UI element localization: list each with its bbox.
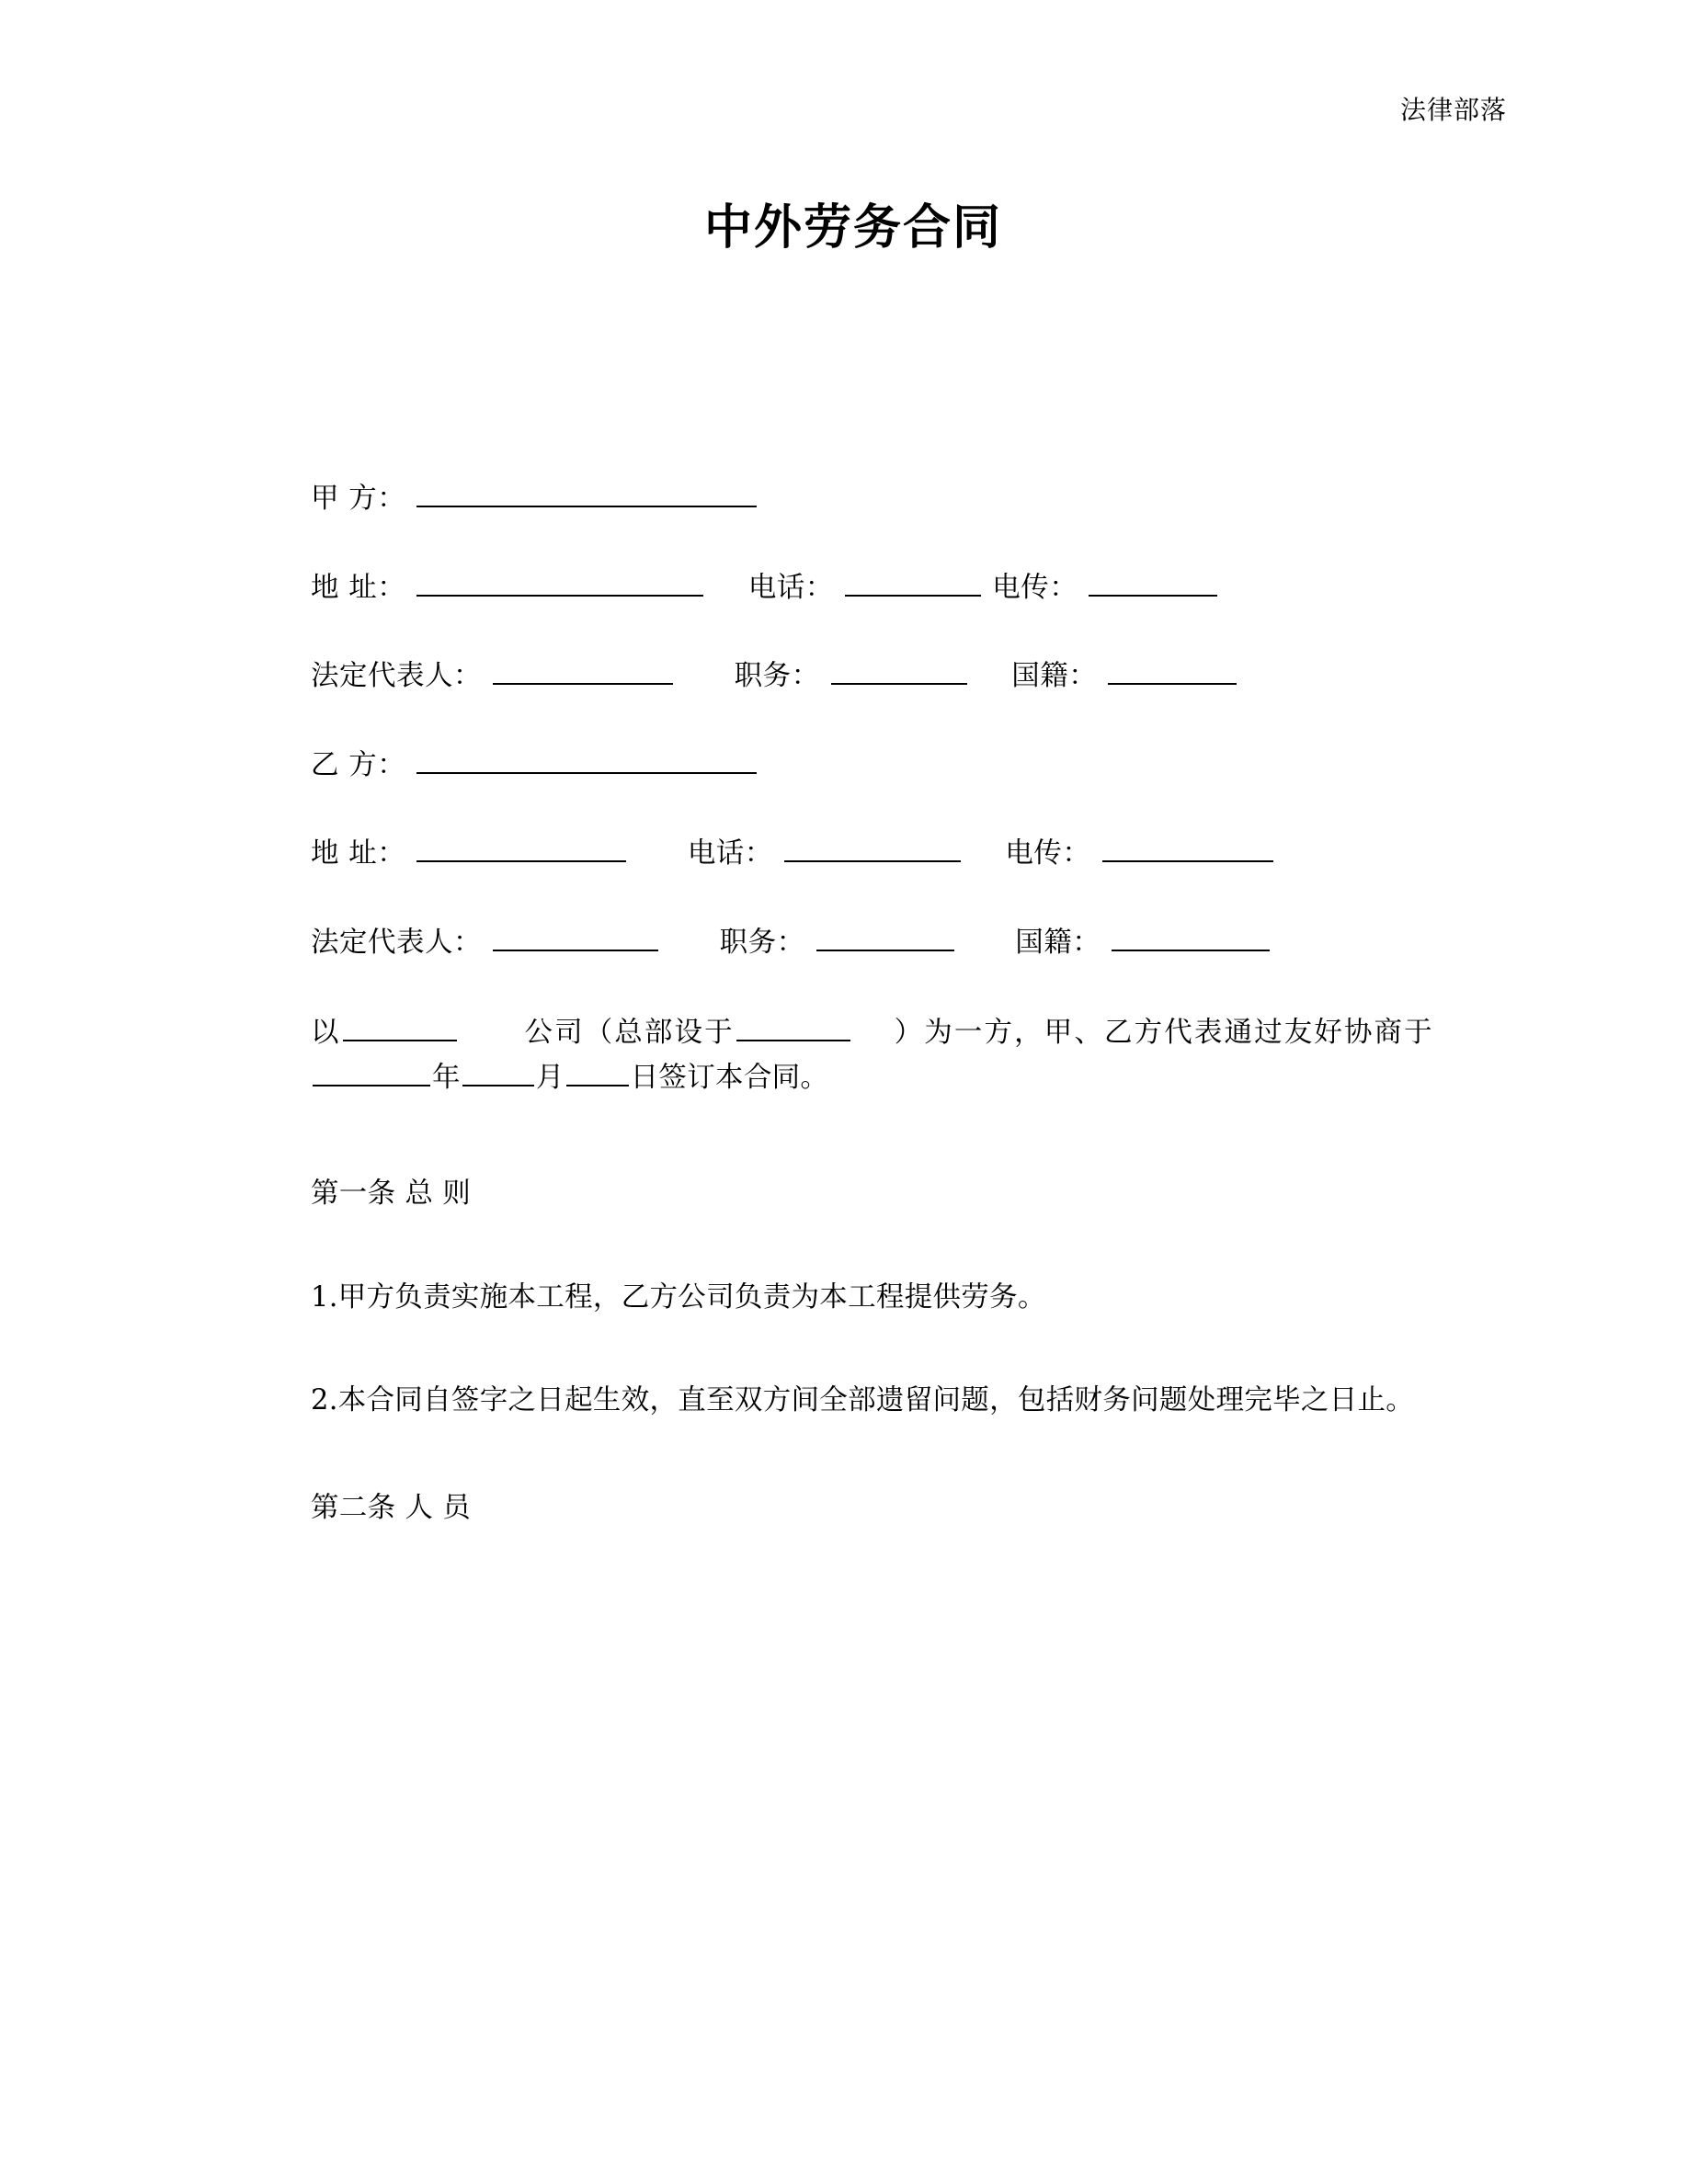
- field-row-party-a-rep: [311, 655, 1432, 691]
- preamble-post: ）为一方，甲、乙方代表通过友好: [892, 1017, 1344, 1049]
- party-b-fax-blank: [1102, 833, 1273, 862]
- year-blank: [313, 1057, 430, 1086]
- field-row-party-a-address: [311, 567, 1432, 603]
- party-a-phone-blank: [845, 567, 981, 597]
- nationality-label: 国籍：: [1015, 926, 1101, 959]
- day-blank: [566, 1057, 629, 1086]
- address-label: 地 址：: [311, 837, 406, 870]
- party-b-address-blank: [416, 833, 626, 862]
- field-row-party-b-rep: [311, 922, 1432, 958]
- document-body: [311, 478, 1432, 1530]
- party-a-label: 甲 方：: [311, 483, 406, 515]
- legal-rep-label: 法定代表人：: [311, 926, 482, 959]
- party-b-label: 乙 方：: [311, 748, 406, 781]
- party-a-nationality-blank: [1108, 655, 1237, 685]
- party-a-fax-blank: [1089, 567, 1217, 597]
- party-b-position-blank: [816, 922, 954, 951]
- company-blank: [343, 1012, 457, 1041]
- section-2-heading-text: 第二条 人 员: [311, 1492, 471, 1525]
- party-b-nationality-blank: [1112, 922, 1270, 951]
- party-a-position-blank: [831, 655, 967, 685]
- field-row-party-b: [311, 745, 1432, 780]
- watermark-label: 法律部落: [1399, 95, 1507, 125]
- address-label: 地 址：: [311, 571, 406, 604]
- headquarters-blank: [736, 1012, 850, 1041]
- preamble-pre: 以: [311, 1017, 341, 1049]
- preamble-day: 日签订本合同。: [630, 1062, 829, 1095]
- party-b-phone-blank: [784, 833, 961, 862]
- preamble-month: 月: [535, 1062, 565, 1095]
- party-a-rep-blank: [493, 655, 673, 685]
- preamble-year: 年: [432, 1062, 461, 1095]
- fax-label: 电传：: [992, 571, 1078, 604]
- party-a-address-blank: [416, 567, 703, 597]
- field-row-party-a: [311, 478, 1432, 514]
- party-b-rep-blank: [493, 922, 658, 951]
- preamble-mid: 公司（总部设于: [522, 1017, 735, 1049]
- party-a-blank: [416, 478, 757, 507]
- month-blank: [462, 1057, 534, 1086]
- preamble-line2-pre: 协商于: [1343, 1017, 1432, 1049]
- field-row-party-b-address: [311, 833, 1432, 869]
- party-b-blank: [416, 745, 757, 774]
- section-1-item-2-text: 2.本合同自签字之日起生效，直至双方间全部遗留问题，包括财务问题处理完毕之日止。: [311, 1383, 1415, 1416]
- section-1-item-2: [311, 1378, 1432, 1423]
- section-heading-1: [311, 1171, 1432, 1216]
- position-label: 职务：: [734, 660, 820, 692]
- section-heading-2: [311, 1485, 1432, 1530]
- section-1-item-1: [311, 1275, 1432, 1320]
- page-title: 中外劳务合同: [703, 200, 1002, 256]
- legal-rep-label: 法定代表人：: [311, 660, 482, 692]
- section-1-heading-text: 第一条 总 则: [311, 1177, 471, 1210]
- fax-label: 电传：: [1005, 837, 1091, 870]
- nationality-label: 国籍：: [1011, 660, 1098, 692]
- preamble-paragraph: [311, 1010, 1432, 1101]
- phone-label: 电话：: [747, 571, 834, 604]
- section-1-item-1-text: 1.甲方负责实施本工程，乙方公司负责为本工程提供劳务。: [311, 1281, 1046, 1314]
- position-label: 职务：: [719, 926, 805, 959]
- phone-label: 电话：: [687, 837, 773, 870]
